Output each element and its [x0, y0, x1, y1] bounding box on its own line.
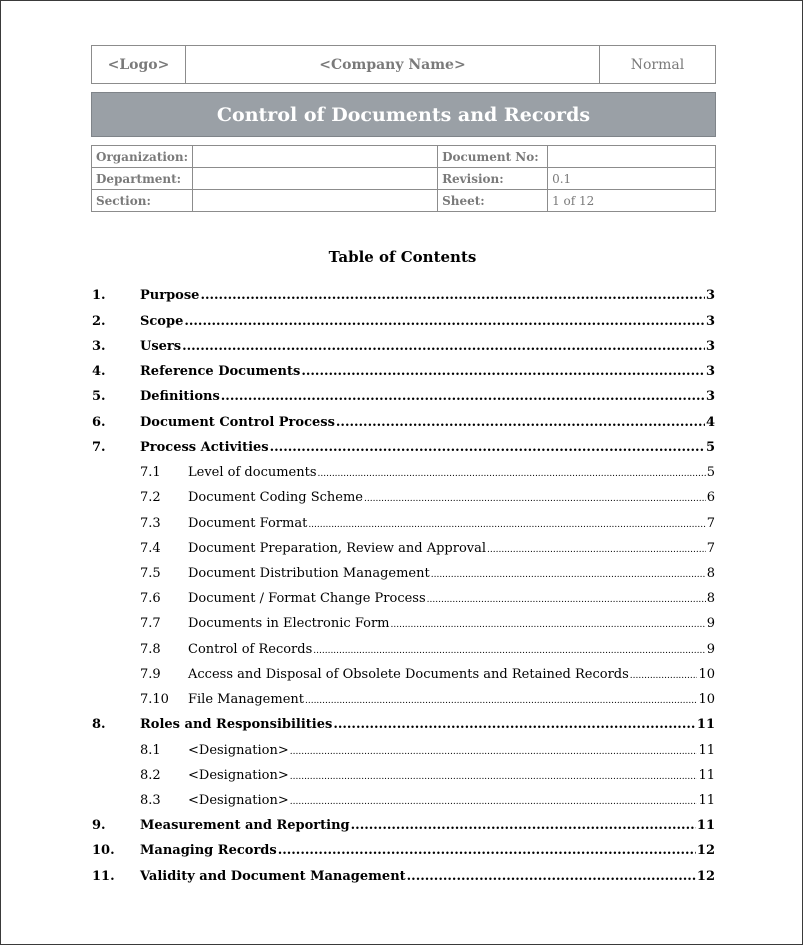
toc-entry-page: 8: [706, 566, 715, 581]
toc-dot-leader: [221, 388, 705, 406]
toc-entry-page: 8: [706, 591, 715, 606]
toc-dot-leader: [290, 793, 698, 811]
toc-entry-page: 5: [706, 465, 715, 480]
toc-dot-leader: [391, 616, 706, 634]
header-table: [91, 45, 716, 84]
toc-entry-number: 7.10: [140, 692, 169, 707]
toc-entry[interactable]: [140, 641, 715, 660]
toc-entry[interactable]: [140, 515, 715, 534]
toc-entry-page: 11: [696, 717, 715, 732]
toc-dot-leader: [305, 692, 697, 710]
toc-dot-leader: [630, 667, 698, 685]
document-info-table: [91, 145, 716, 212]
toc-entry-number: 7.3: [140, 516, 161, 531]
toc-entry[interactable]: [140, 666, 715, 685]
toc-entry[interactable]: [92, 868, 715, 886]
toc-entry-title: <Designation>: [188, 793, 289, 808]
toc-entry-title: <Designation>: [188, 743, 289, 758]
toc-entry[interactable]: [140, 590, 715, 609]
toc-entry[interactable]: [140, 742, 715, 761]
document-no-label: Document No:: [438, 146, 548, 168]
toc-entry[interactable]: [140, 565, 715, 584]
toc-entry-title: Definitions: [140, 389, 220, 404]
sheet-label: Sheet:: [438, 190, 548, 212]
toc-entry-number: 3.: [92, 339, 106, 354]
toc-entry-page: 9: [706, 642, 715, 657]
toc-entry-page: 3: [705, 364, 715, 379]
toc-entry-number: 11.: [92, 869, 115, 884]
toc-entry-page: 11: [698, 743, 715, 758]
toc-entry-number: 7.7: [140, 616, 161, 631]
toc-entry[interactable]: [92, 313, 715, 331]
section-label: Section:: [92, 190, 193, 212]
toc-entry-page: 7: [706, 516, 715, 531]
toc-entry-title: Users: [140, 339, 182, 354]
toc-dot-leader: [427, 591, 706, 609]
revision-value: 0.1: [548, 168, 716, 190]
toc-entry-title: Validity and Document Management: [140, 869, 406, 884]
organization-label: Organization:: [92, 146, 193, 168]
toc-entry-page: 4: [705, 415, 715, 430]
organization-value: [193, 146, 438, 168]
document-no-value: [548, 146, 716, 168]
toc-entry-title: Document Coding Scheme: [188, 490, 364, 505]
toc-entry[interactable]: [140, 767, 715, 786]
toc-dot-leader: [431, 566, 706, 584]
toc-dot-leader: [364, 490, 706, 508]
department-value: [193, 168, 438, 190]
toc-entry-page: 10: [698, 692, 715, 707]
toc-dot-leader: [351, 817, 696, 835]
toc-entry-number: 7.1: [140, 465, 161, 480]
toc-entry-title: Document Control Process: [140, 415, 335, 430]
toc-title: Table of Contents: [328, 248, 477, 266]
toc-dot-leader: [301, 363, 705, 381]
toc-entry[interactable]: [92, 842, 715, 860]
toc-entry-title: Document Preparation, Review and Approval: [188, 541, 487, 556]
toc-entry[interactable]: [140, 691, 715, 710]
toc-entry-title: Reference Documents: [140, 364, 301, 379]
toc-entry-page: 7: [706, 541, 715, 556]
toc-entry-number: 1.: [92, 288, 106, 303]
toc-dot-leader: [313, 642, 705, 660]
document-title-banner: Control of Documents and Records: [91, 92, 716, 137]
toc-entry-title: Control of Records: [188, 642, 313, 657]
toc-entry-page: 9: [706, 616, 715, 631]
toc-entry[interactable]: [140, 464, 715, 483]
toc-dot-leader: [308, 516, 705, 534]
toc-entry-number: 7.9: [140, 667, 161, 682]
toc-entry-number: 8.3: [140, 793, 161, 808]
toc-entry[interactable]: [92, 363, 715, 381]
company-name: <Company Name>: [186, 46, 600, 84]
logo-placeholder: <Logo>: [92, 46, 186, 84]
toc-entry-number: 8.1: [140, 743, 161, 758]
toc-entry-title: Measurement and Reporting: [140, 818, 350, 833]
toc-entry[interactable]: [92, 338, 715, 356]
toc-entry-number: 8.: [92, 717, 106, 732]
toc-entry-page: 6: [706, 490, 715, 505]
toc-entry[interactable]: [92, 287, 715, 305]
toc-entry-title: Roles and Responsibilities: [140, 717, 333, 732]
toc-entry[interactable]: [92, 817, 715, 835]
toc-entry-page: 3: [705, 389, 715, 404]
toc-dot-leader: [336, 414, 705, 432]
document-status: Normal: [600, 46, 716, 84]
toc-entry-number: 7.2: [140, 490, 161, 505]
toc-entry-page: 5: [705, 440, 715, 455]
toc-dot-leader: [182, 338, 705, 356]
toc-entry-number: 5.: [92, 389, 106, 404]
toc-entry[interactable]: [92, 388, 715, 406]
toc-dot-leader: [200, 287, 705, 305]
toc-entry-number: 9.: [92, 818, 106, 833]
toc-entry-title: Level of documents: [188, 465, 317, 480]
toc-entry-page: 10: [698, 667, 715, 682]
toc-entry-title: Managing Records: [140, 843, 277, 858]
toc-entry-number: 4.: [92, 364, 106, 379]
toc-entry-page: 3: [705, 339, 715, 354]
toc-entry-title: Document Distribution Management: [188, 566, 430, 581]
toc-entry-page: 12: [696, 843, 715, 858]
sheet-value: 1 of 12: [548, 190, 716, 212]
toc-entry-page: 11: [698, 793, 715, 808]
toc-dot-leader: [270, 439, 705, 457]
toc-dot-leader: [333, 716, 696, 734]
revision-label: Revision:: [438, 168, 548, 190]
toc-entry-title: Purpose: [140, 288, 200, 303]
toc-entry-page: 3: [705, 314, 715, 329]
toc-entry-title: Access and Disposal of Obsolete Documents and Retained Records: [188, 667, 629, 682]
toc-dot-leader: [278, 842, 696, 860]
toc-dot-leader: [318, 465, 706, 483]
section-value: [193, 190, 438, 212]
toc-entry[interactable]: [92, 439, 715, 457]
toc-dot-leader: [407, 868, 696, 886]
toc-dot-leader: [487, 541, 706, 559]
toc-entry-number: 7.6: [140, 591, 161, 606]
toc-entry-title: Scope: [140, 314, 184, 329]
toc-entry-page: 11: [698, 768, 715, 783]
toc-entry-title: File Management: [188, 692, 304, 707]
toc-dot-leader: [184, 313, 705, 331]
toc-entry-number: 8.2: [140, 768, 161, 783]
department-label: Department:: [92, 168, 193, 190]
toc-entry-title: Documents in Electronic Form: [188, 616, 390, 631]
toc-entry-number: 7.: [92, 440, 106, 455]
toc-entry-title: Document Format: [188, 516, 308, 531]
toc-entry-page: 11: [696, 818, 715, 833]
toc-entry-title: Document / Format Change Process: [188, 591, 426, 606]
toc-entry-number: 7.8: [140, 642, 161, 657]
toc-entry-number: 2.: [92, 314, 106, 329]
toc-entry-number: 10.: [92, 843, 115, 858]
toc-entry-page: 12: [696, 869, 715, 884]
toc-entry-page: 3: [705, 288, 715, 303]
toc-entry-number: 6.: [92, 415, 106, 430]
toc-entry[interactable]: [92, 716, 715, 734]
toc-entry-number: 7.5: [140, 566, 161, 581]
toc-entry[interactable]: [140, 792, 715, 811]
toc-entry[interactable]: [140, 489, 715, 508]
toc-entry-number: 7.4: [140, 541, 161, 556]
toc-entry[interactable]: [92, 414, 715, 432]
toc-dot-leader: [290, 743, 698, 761]
toc-entry[interactable]: [140, 540, 715, 559]
toc-entry-title: <Designation>: [188, 768, 289, 783]
toc-entry[interactable]: [140, 615, 715, 634]
toc-dot-leader: [290, 768, 698, 786]
toc-entry-title: Process Activities: [140, 440, 269, 455]
